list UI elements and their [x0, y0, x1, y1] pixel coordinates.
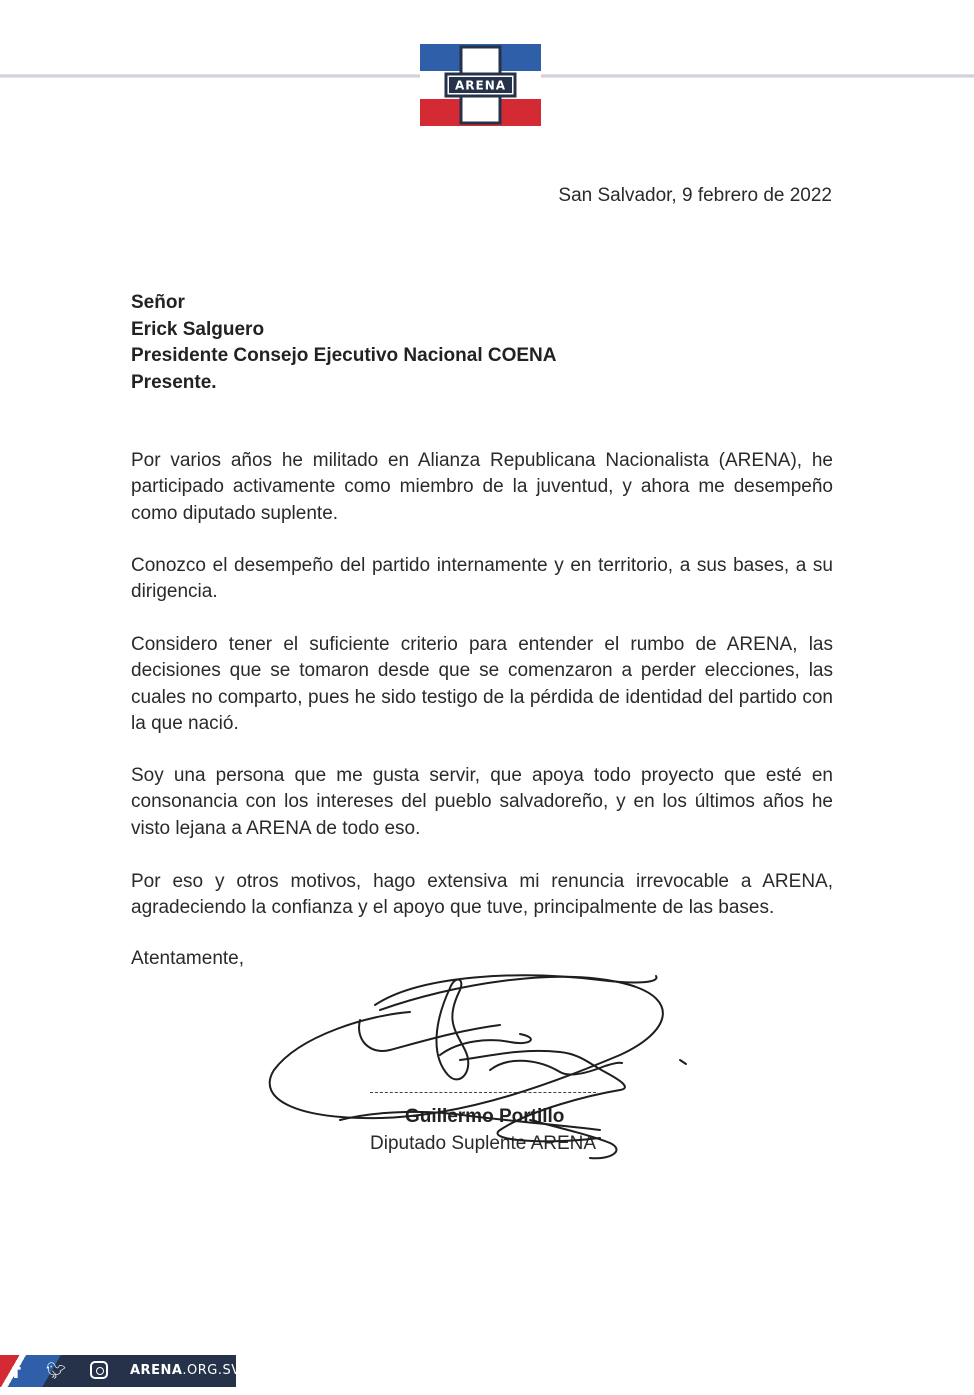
closing: Atentamente,	[131, 948, 245, 969]
footer-website[interactable]	[130, 1363, 241, 1378]
footer-site-brand: ARENA	[130, 1363, 183, 1378]
logo-text: ARENA	[454, 78, 507, 93]
addressee-salutation: Señor	[131, 292, 185, 313]
addressee-block	[131, 290, 557, 396]
signer-name: Guillermo Portillo	[405, 1106, 565, 1127]
footer-site-domain: .ORG.SV	[182, 1363, 241, 1378]
footer-bar	[0, 1355, 241, 1387]
instagram-icon[interactable]	[90, 1361, 108, 1379]
twitter-icon[interactable]: 🐦︎	[46, 1361, 67, 1380]
signer-title: Diputado Suplente ARENA	[370, 1133, 597, 1154]
addressee-presente: Presente.	[131, 371, 217, 393]
paragraph-4: Soy una persona que me gusta servir, que apoya todo proyecto que esté en consonancia con los intereses del pueblo salvadoreño, y en los últimos años he visto lejana a ARENA de todo eso.	[131, 765, 833, 839]
arena-logo	[420, 44, 541, 126]
handwritten-signature	[260, 960, 700, 1170]
facebook-icon[interactable]: f	[12, 1359, 21, 1383]
paragraph-3: Considero tener el suficiente criterio para entender el rumbo de ARENA, las decisiones que se tomaron desde que se comenzaron a perder elecciones, las cuales no comparto, pues he sido testigo de la pérdida de identidad del partido con la que nació.	[131, 634, 833, 734]
addressee-position: Presidente Consejo Ejecutivo Nacional COENA	[131, 345, 557, 366]
paragraph-5: Por eso y otros motivos, hago extensiva mi renuncia irrevocable a ARENA, agradeciendo la confianza y el apoyo que tuve, principalmente de las bases.	[131, 871, 833, 919]
paragraph-1: Por varios años he militado en Alianza Republicana Nacionalista (ARENA), he participado activamente como miembro de la juventud, y ahora me desempeño como diputado suplente.	[131, 450, 833, 524]
paragraph-2: Conozco el desempeño del partido internamente y en territorio, a sus bases, a su dirigencia.	[131, 555, 833, 603]
letter-date: San Salvador, 9 febrero de 2022	[558, 185, 832, 206]
addressee-name: Erick Salguero	[131, 318, 265, 340]
